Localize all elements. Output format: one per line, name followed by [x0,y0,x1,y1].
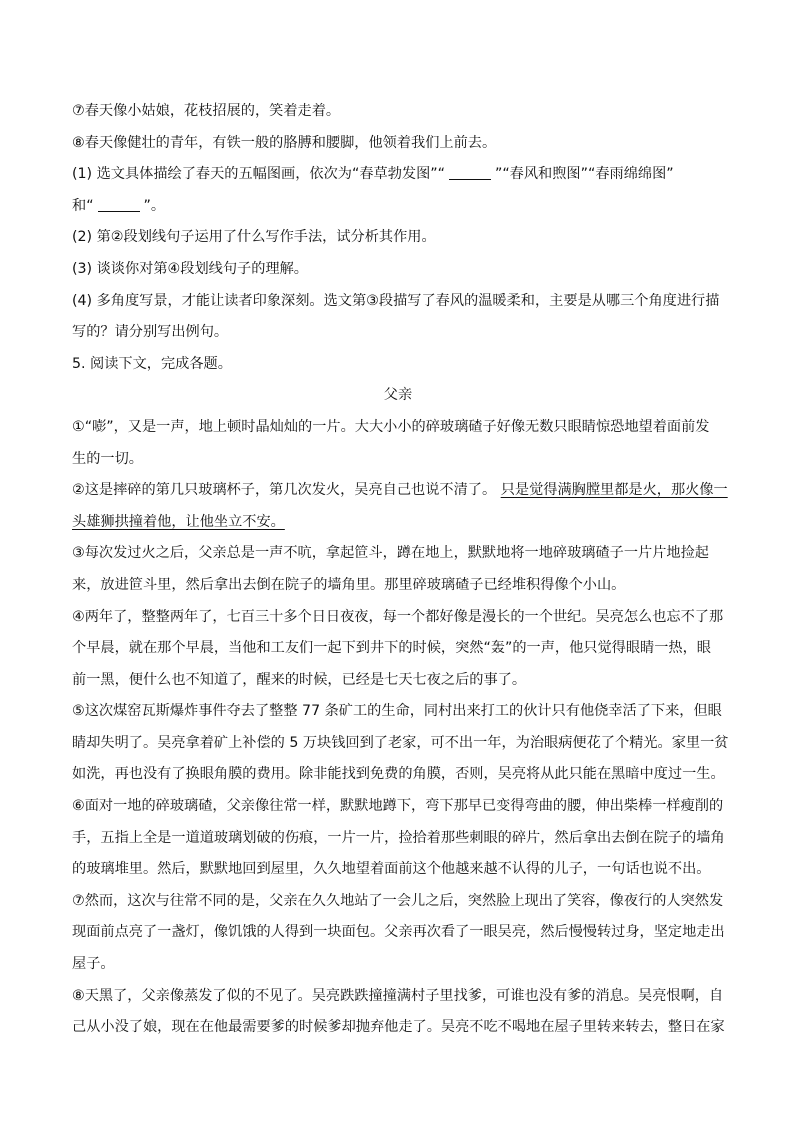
paragraph-line: ⑦然而，这次与往常不同的是，父亲在久久地站了一会儿之后，突然脸上现出了笑容，像夜行的人突然发 [72,892,724,909]
paragraph-line [72,475,728,507]
paragraph-line: ⑦春天像小姑娘，花枝招展的，笑着走着。 [72,103,341,119]
question-1-line-2 [72,191,722,223]
paragraph-line: ③每次发过火之后，父亲总是一声不吭，拿起笸斗，蹲在地上，默默地将一地碎玻璃碴子一片片地捡起 [72,545,709,562]
passage-title: 父亲 [383,387,413,404]
paragraph-line: 现面前点亮了一盏灯，像饥饿的人得到一块面包。父亲再次看了一眼吴亮，然后慢慢转过身，坚定地走出 [72,924,725,941]
paragraph-line: 的玻璃堆里。然后，默默地回到屋里，久久地望着面前这个他越来越不认得的儿子，一句话也说不出。 [72,861,711,878]
paragraph-line: 生的一切。 [72,450,143,467]
question-line: (2) 第②段划线句子运用了什么写作手法，试分析其作用。 [72,229,436,246]
paragraph-line: 如洗，再也没有了换眼角膜的费用。除非能找到免费的角膜，否则，吴亮将从此只能在黑暗中度过一生。 [72,766,725,783]
paragraph-line: 手，五指上全是一道道玻璃划破的伤痕，一片一片，捡拾着那些刺眼的碎片，然后拿出去倒在院子的墙角 [72,829,725,846]
question-line: (3) 谈谈你对第④段划线句子的理解。 [72,260,308,277]
question-line: (4) 多角度写景，才能让读者印象深刻。选文第③段描写了春风的温暖柔和，主要是从哪三个角度进行描 [72,292,720,309]
paragraph-line: ⑥面对一地的碎玻璃碴，父亲像往常一样，默默地蹲下，弯下那早已变得弯曲的腰，伸出柴棒一样瘦削的 [72,798,724,815]
section-heading: 5. 阅读下文，完成各题。 [72,355,232,372]
question-text: (1) 选文具体描绘了春天的五幅图画，依次为“春草勃发图”“ [72,166,445,183]
paragraph-line: 屋子。 [72,956,115,973]
document-page [72,96,729,1044]
plain-text: ②这是摔碎的第几只玻璃杯子，第几次发火，吴亮自己也说不清了。 [72,482,497,499]
paragraph-line: 来，放进笸斗里，然后拿出去倒在院子的墙角里。那里碎玻璃碴子已经堆积得像个小山。 [72,576,626,593]
question-text: 和“ [72,197,94,214]
paragraph-line: 前一黑，便什么也不知道了，醒来的时候，已经是七天七夜之后的事了。 [72,671,527,688]
question-line: 写的？请分别写出例句。 [72,324,229,341]
paragraph-line: 个早晨，就在那个早晨，当他和工友们一起下到井下的时候，突然“轰”的一声，他只觉得眼睛一热，眼 [72,640,711,657]
paragraph-line: ⑧天黑了，父亲像蒸发了似的不见了。吴亮跌跌撞撞满村子里找爹，可谁也没有爹的消息。吴亮恨啊，自 [72,987,724,1004]
paragraph-line: ⑤这次煤窑瓦斯爆炸事件夺去了整整 77 条矿工的生命，同村出来打工的伙计只有他侥幸活了下来，但眼 [72,703,722,720]
paragraph-line: ⑧春天像健壮的青年，有铁一般的胳膊和腰脚，他领着我们上前去。 [72,134,497,151]
paragraph-line: 睛却失明了。吴亮拿着矿上补偿的 5 万块钱回到了老家，可不出一年，为治眼病便花了个精光。家里一贫 [72,734,729,751]
question-text: ”“春风和煦图”“春雨绵绵图” [494,166,674,183]
question-text: ”。 [143,197,166,214]
question-1-line-1 [72,159,722,191]
answer-blank[interactable] [449,165,491,180]
underlined-sentence: 头雄狮拱撞着他，让他坐立不安。 [72,513,285,530]
underlined-sentence: 只是觉得满胸膛里都是火，那火像一 [500,482,728,499]
paragraph-line [72,507,722,539]
paragraph-line: ①“嘭”，又是一声，地上顿时晶灿灿的一片。大大小小的碎玻璃碴子好像无数只眼睛惊恐地望着面前发 [72,418,710,435]
paragraph-line: ④两年了，整整两年了，七百三十多个日日夜夜，每一个都好像是漫长的一个世纪。吴亮怎么也忘不了那 [72,608,724,625]
answer-blank[interactable] [98,197,140,212]
paragraph-line: 己从小没了娘，现在在他最需要爹的时候爹却抛弃他走了。吴亮不吃不喝地在屋子里转来转去，整日在家 [72,1019,725,1036]
